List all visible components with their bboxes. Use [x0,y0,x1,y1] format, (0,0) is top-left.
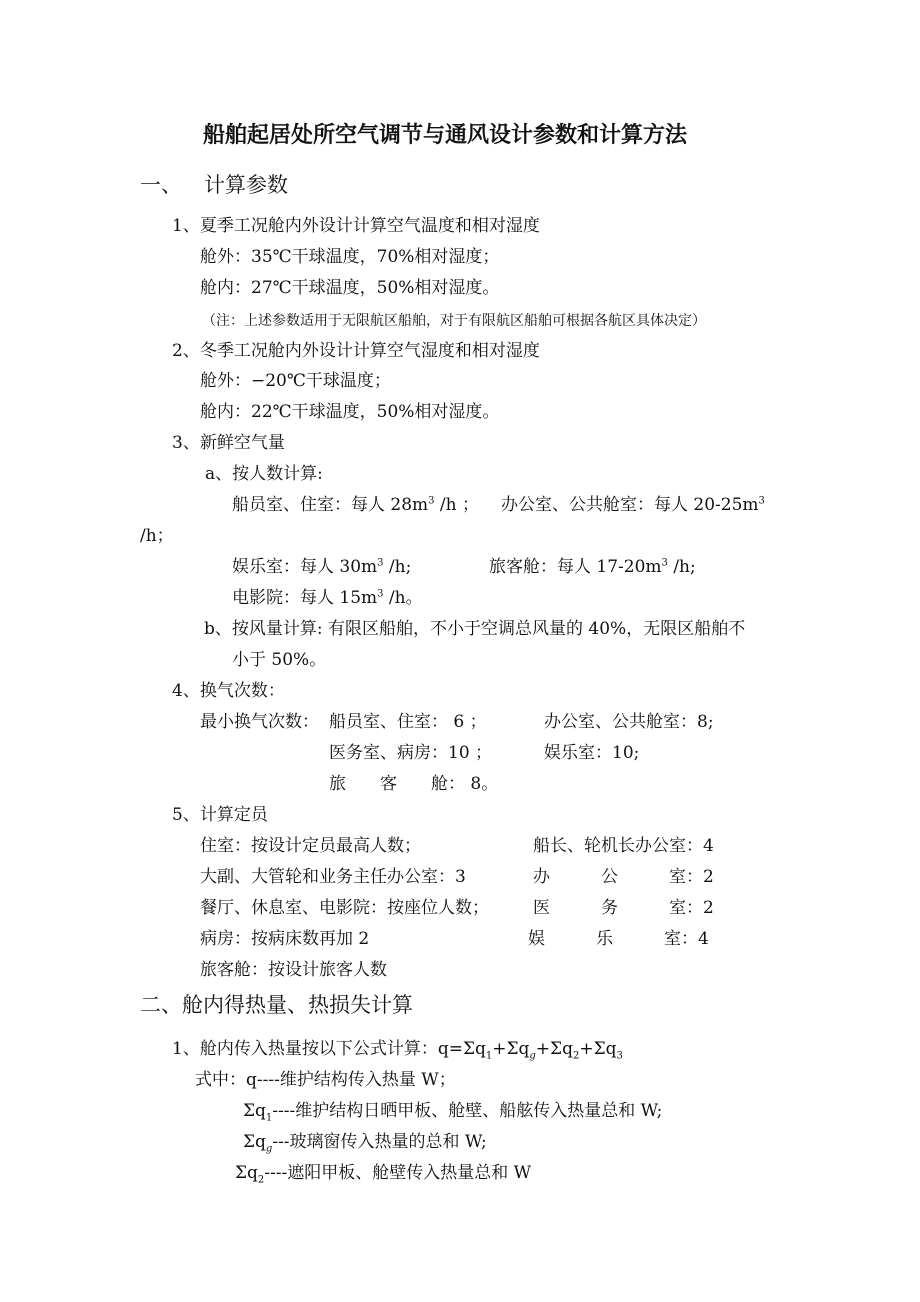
item-1-heading: 1、夏季工况舱内外设计计算空气温度和相对湿度 [172,216,540,236]
staffing-left-5: 旅客舱：按设计旅客人数 [200,960,387,980]
air-change-r3c1: 旅 客 舱： 8。 [329,774,499,794]
section-2-heading: 二、舱内得热量、热损失计算 [140,993,413,1017]
staffing-right-1: 船长、轮机长办公室：4 [533,836,714,856]
staffing-left-4: 病房：按病床数再加 2 [200,929,370,949]
item-2-heading: 2、冬季工况舱内外设计计算空气湿度和相对湿度 [172,341,540,361]
crew-room-fresh-air: 船员室、住室：每人 $28m^3$ /h ； [232,495,480,515]
item-3b-line-2: 小于 50%。 [232,650,327,670]
air-change-r1c2: 办公室、公共舱室：8; [544,712,714,732]
def-qg: $\Sigma q_g---$玻璃窗传入热量的总和 W; [243,1132,487,1155]
staffing-right-4: 娱 乐 室：4 [528,929,709,949]
passenger-fresh-air: 旅客舱：每人 $17-20m^3$ /h; [489,557,696,577]
cinema-fresh-air: 电影院：每人 $15m^3$ /h。 [232,588,423,608]
item-1-outside: 舱外：35℃干球温度，70%相对湿度； [200,247,500,267]
item-2-outside: 舱外：−20℃干球温度； [200,371,391,391]
item-3a-heading: a、按人数计算: [205,464,323,484]
formula-where: 式中：q----维护结构传入热量 W； [195,1070,456,1090]
item-5-heading: 5、计算定员 [172,805,268,825]
recreation-fresh-air: 娱乐室：每人 $30m^3$ /h; [232,557,412,577]
air-change-r2c2: 娱乐室：10; [544,743,640,763]
section-1-heading: 计算参数 [204,173,288,197]
def-q2: $\Sigma q_2----$遮阳甲板、舱壁传入热量总和 W [235,1163,532,1186]
staffing-left-1: 住室：按设计定员最高人数； [200,836,421,856]
section-1-number: 一、 [140,173,182,197]
item-1-note: （注：上述参数适用于无限航区船舶，对于有限航区船舶可根据各航区具体决定） [202,313,706,329]
item-3-heading: 3、新鲜空气量 [172,433,285,453]
def-q1: $\Sigma q_1----$维护结构日晒甲板、舱壁、船舷传入热量总和 W; [243,1101,663,1124]
staffing-right-3: 医 务 室：2 [533,898,714,918]
air-change-r2c1: 医务室、病房：10 ； [329,743,493,763]
staffing-right-2: 办 公 室：2 [533,867,714,887]
air-change-label: 最小换气次数： [200,712,319,732]
item-1-inside: 舱内：27℃干球温度，50%相对湿度。 [200,278,500,298]
item-3b-line-1: b、按风量计算: 有限区船舶，不小于空调总风量的 40%，无限区船舶不 [204,619,746,639]
heat-formula: 1、舱内传入热量按以下公式计算：$q=\Sigma q_1+\Sigma q_g+\Sigma q_2+\Sigma q_3$ [172,1039,623,1062]
item-4-heading: 4、换气次数： [172,681,285,701]
air-change-r1c1: 船员室、住室： 6 ； [329,712,487,732]
office-fresh-air: 办公室、公共舱室：每人 $20-25m^3$ [501,495,765,515]
staffing-left-2: 大副、大管轮和业务主任办公室：3 [200,867,466,887]
page-title: 船舶起居处所空气调节与通风设计参数和计算方法 [203,122,688,148]
item-2-inside: 舱内：22℃干球温度，50%相对湿度。 [200,402,500,422]
office-fresh-air-wrap: /h； [140,526,174,546]
staffing-left-3: 餐厅、休息室、电影院：按座位人数； [200,898,489,918]
